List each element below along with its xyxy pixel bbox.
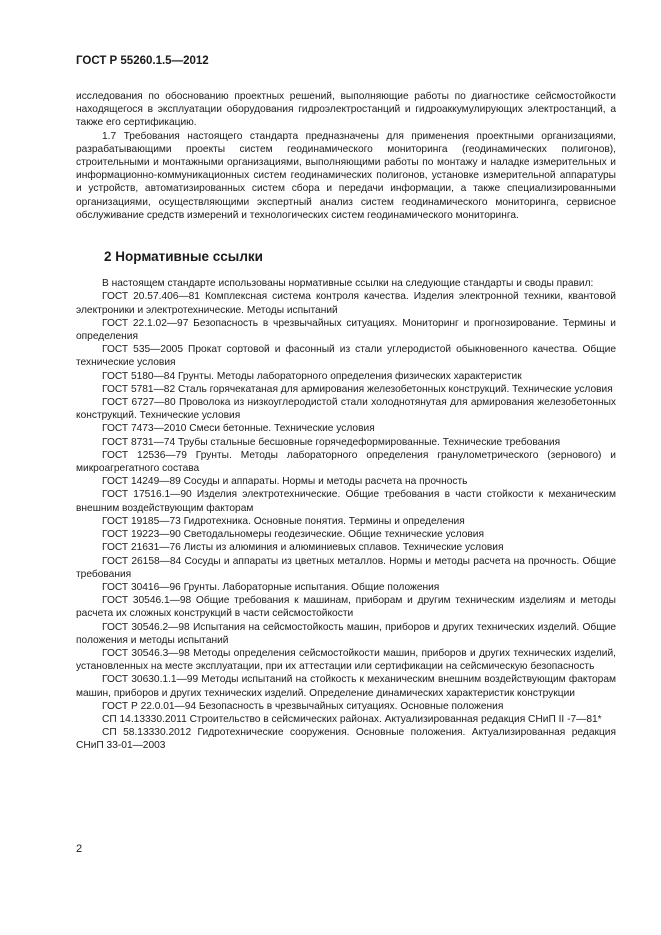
reference-item: ГОСТ 30416—96 Грунты. Лабораторные испытания. Общие положения	[102, 581, 440, 593]
reference-item: ГОСТ 19185—73 Гидротехника. Основные понятия. Термины и определения	[102, 515, 465, 527]
reference-item: ГОСТ 30546.1—98 Общие требования к машинам, приборам и другим техническим изделиям и методы расчета их сложных конструкций в части сейсмостойкости	[76, 595, 616, 620]
reference-item: ГОСТ 26158—84 Сосуды и аппараты из цветных металлов. Нормы и методы расчета на прочность. Общие требования	[76, 555, 616, 580]
reference-item: ГОСТ 19223—90 Светодальномеры геодезические. Общие технические условия	[102, 529, 484, 541]
reference-item: ГОСТ 535—2005 Прокат сортовой и фасонный из стали углеродистой обыкновенного качества. Общие технические условия	[76, 344, 616, 369]
section-heading: 2 Нормативные ссылки	[104, 249, 263, 265]
reference-item: ГОСТ 21631—76 Листы из алюминия и алюминиевых сплавов. Технические условия	[102, 542, 504, 554]
document-header: ГОСТ Р 55260.1.5—2012	[76, 55, 209, 67]
page-content	[76, 90, 616, 753]
reference-item: СП 58.13330.2012 Гидротехнические сооружения. Основные положения. Актуализированная редакция СНиП 33-01—2003	[76, 727, 616, 752]
reference-item: СП 14.13330.2011 Строительство в сейсмических районах. Актуализированная редакция СНиП II -7—81*	[102, 713, 602, 725]
reference-item: ГОСТ 7473—2010 Смеси бетонные. Технические условия	[102, 423, 375, 435]
reference-item: ГОСТ 14249—89 Сосуды и аппараты. Нормы и методы расчета на прочность	[102, 476, 468, 488]
reference-item: ГОСТ 5180—84 Грунты. Методы лабораторного определения физических характеристик	[102, 370, 522, 382]
reference-item: ГОСТ 30630.1.1—99 Методы испытаний на стойкость к механическим внешним воздействующим факторам машин, приборов и других технических изделий. Определение динамических характеристик конструкции	[76, 674, 616, 699]
page-number: 2	[76, 843, 83, 855]
reference-item: ГОСТ 12536—79 Грунты. Методы лабораторного определения гранулометрического (зернового) и микроагрегатного состава	[76, 449, 616, 475]
paragraph: В настоящем стандарте использованы нормативные ссылки на следующие стандарты и своды правил:	[102, 278, 594, 290]
reference-item: ГОСТ 30546.3—98 Методы определения сейсмостойкости машин, приборов и других технических изделий, установленных на месте эксплуатации, при их аттестации или сертификации на сейсмическую безопасность	[76, 647, 616, 673]
reference-item: ГОСТ 6727—80 Проволока из низкоуглеродистой стали холоднотянутая для армирования железобетонных конструкций. Технические условия	[76, 397, 616, 422]
reference-item: ГОСТ 22.1.02—97 Безопасность в чрезвычайных ситуациях. Мониторинг и прогнозирование. Термины и определения	[76, 317, 616, 343]
reference-item: ГОСТ 5781—82 Сталь горячекатаная для армирования железобетонных конструкций. Технические условия	[102, 383, 613, 395]
reference-item: ГОСТ Р 22.0.01—94 Безопасность в чрезвычайных ситуациях. Основные положения	[102, 700, 504, 712]
reference-list	[76, 290, 616, 752]
reference-item: ГОСТ 17516.1—90 Изделия электротехнические. Общие требования в части стойкости к механическим внешним воздействующим факторам	[76, 489, 616, 514]
reference-item: ГОСТ 30546.2—98 Испытания на сейсмостойкость машин, приборов и других технических изделий. Общие положения и методы испытаний	[76, 621, 616, 646]
reference-item: ГОСТ 8731—74 Трубы стальные бесшовные горячедеформированные. Технические требования	[102, 436, 561, 448]
paragraph: исследования по обоснованию проектных решений, выполняющие работы по диагностике сейсмостойкости находящегося в эксплуатации оборудования гидроэлектростанций и гидроаккумулирующих электростанций, а также его сертификацию.	[76, 91, 616, 129]
reference-item: ГОСТ 20.57.406—81 Комплексная система контроля качества. Изделия электронной техники, квантовой электроники и электротехнические. Методы испытаний	[76, 291, 616, 316]
paragraph: 1.7 Требования настоящего стандарта предназначены для применения проектными организациями, разрабатывающими проекты систем геодинамического мониторинга (геодинамических полигонов), строительными и монтажными организациями, выполняющими работы по монтажу и наладке измерительных и информационно-коммуникационных систем геодинамических полигонов, установке измерительной аппаратуры и устройств, автоматизированных систем сбора и передачи информации, а также специализированными организациями, осуществляющими экспертный анализ систем геодинамического мониторинга, сервисное обслуживание средств измерений и технологических систем геодинамического мониторинга.	[76, 130, 616, 221]
